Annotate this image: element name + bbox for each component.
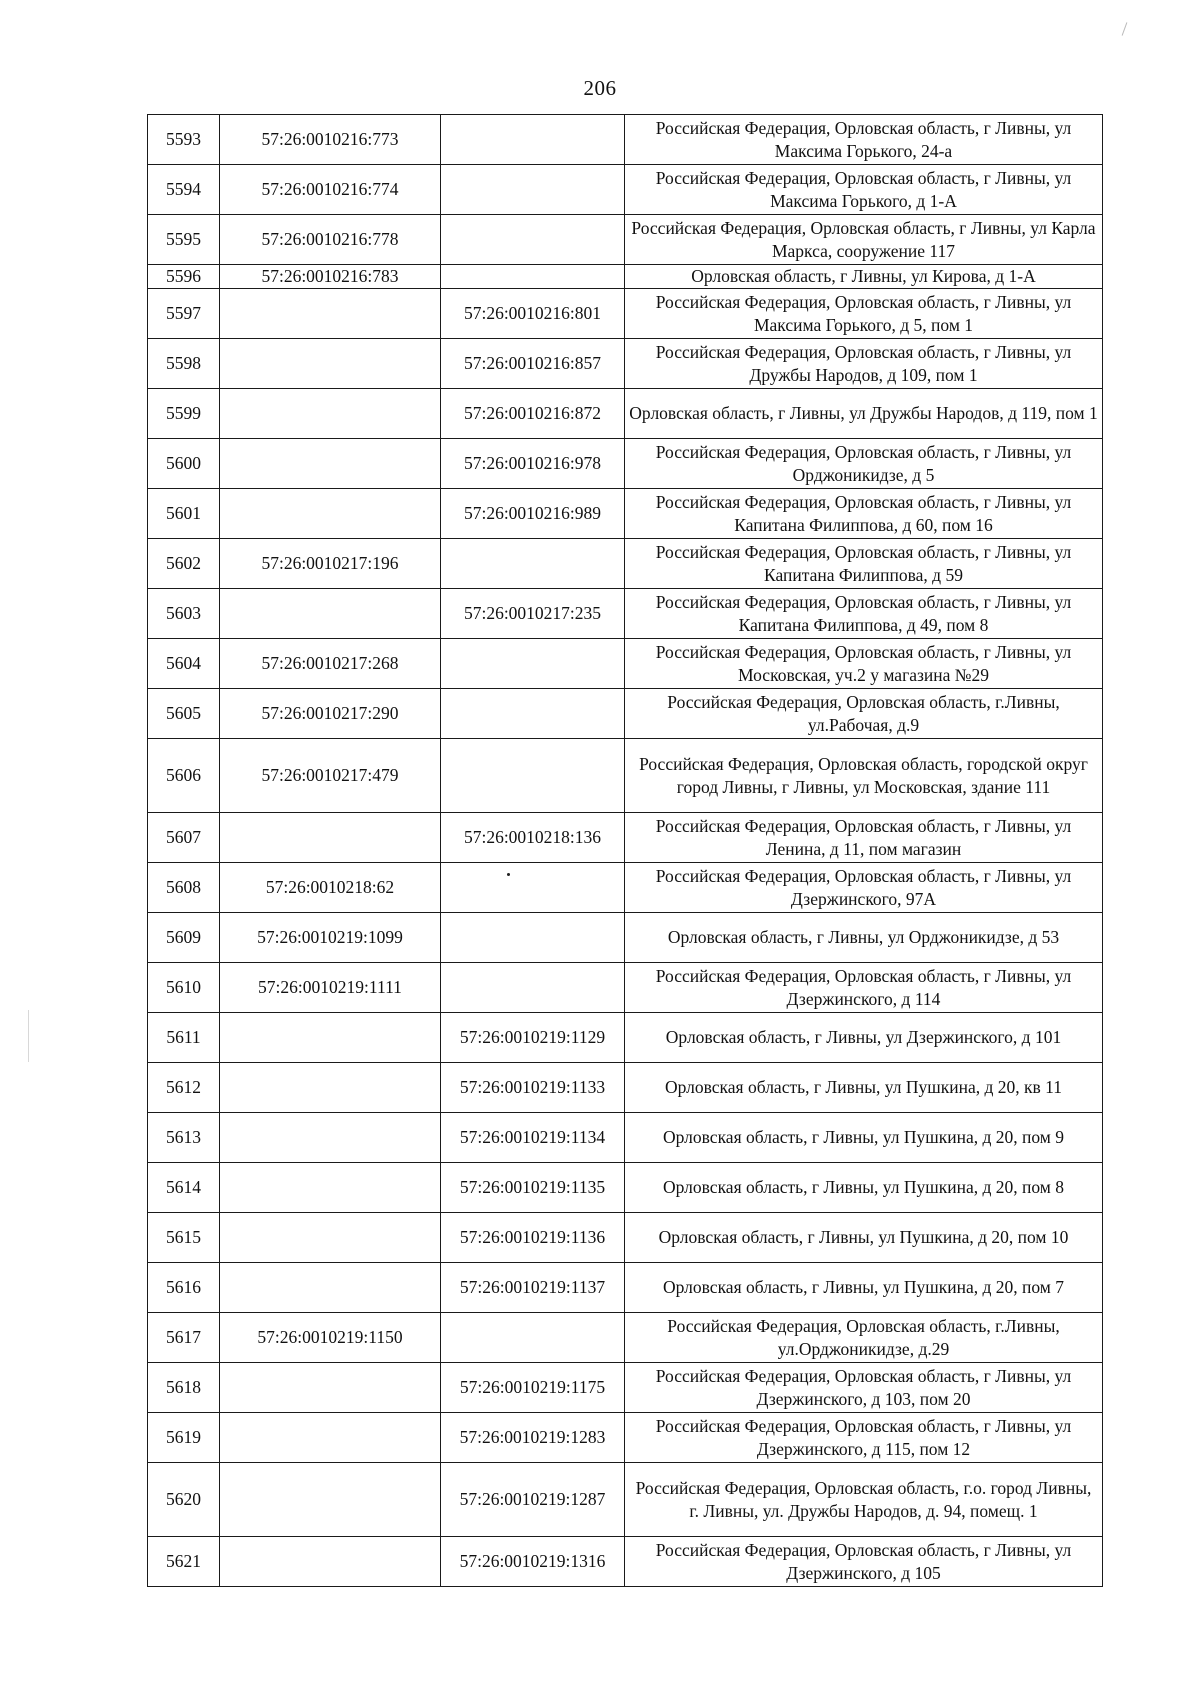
address: Орловская область, г Ливны, ул Пушкина, д 20, пом 10	[625, 1213, 1103, 1263]
cadastral-number: 57:26:0010217:290	[220, 689, 441, 739]
address: Российская Федерация, Орловская область, г Ливны, ул Ленина, д 11, пом магазин	[625, 813, 1103, 863]
table-row	[148, 1263, 1103, 1313]
premises-cadastral-number	[441, 265, 625, 289]
table-row	[148, 639, 1103, 689]
table-row	[148, 963, 1103, 1013]
address: Российская Федерация, Орловская область, г Ливны, ул Дзержинского, д 115, пом 12	[625, 1413, 1103, 1463]
table-row	[148, 1113, 1103, 1163]
cadastral-number	[220, 1013, 441, 1063]
row-number: 5595	[148, 215, 220, 265]
address: Российская Федерация, Орловская область, городской округ город Ливны, г Ливны, ул Московская, здание 111	[625, 739, 1103, 813]
table-row	[148, 739, 1103, 813]
table-row	[148, 1363, 1103, 1413]
address: Орловская область, г Ливны, ул Пушкина, д 20, пом 8	[625, 1163, 1103, 1213]
cadastral-number: 57:26:0010217:196	[220, 539, 441, 589]
premises-cadastral-number	[441, 689, 625, 739]
table-row	[148, 1163, 1103, 1213]
premises-cadastral-number: 57:26:0010219:1316	[441, 1537, 625, 1587]
address: Российская Федерация, Орловская область, г Ливны, ул Московская, уч.2 у магазина №29	[625, 639, 1103, 689]
address: Российская Федерация, Орловская область, г Ливны, ул Капитана Филиппова, д 59	[625, 539, 1103, 589]
row-number: 5616	[148, 1263, 220, 1313]
cadastral-number: 57:26:0010216:783	[220, 265, 441, 289]
cadastral-number: 57:26:0010216:778	[220, 215, 441, 265]
page-number: 206	[583, 76, 617, 100]
address: Орловская область, г Ливны, ул Кирова, д 1-А	[625, 265, 1103, 289]
row-number: 5604	[148, 639, 220, 689]
cadastral-number: 57:26:0010219:1150	[220, 1313, 441, 1363]
table-row	[148, 439, 1103, 489]
table-row	[148, 215, 1103, 265]
address: Российская Федерация, Орловская область, г Ливны, ул Орджоникидзе, д 5	[625, 439, 1103, 489]
address: Российская Федерация, Орловская область, г Ливны, ул Дружбы Народов, д 109, пом 1	[625, 339, 1103, 389]
address: Российская Федерация, Орловская область, г Ливны, ул Дзержинского, д 114	[625, 963, 1103, 1013]
row-number: 5603	[148, 589, 220, 639]
row-number: 5596	[148, 265, 220, 289]
premises-cadastral-number	[441, 115, 625, 165]
address: Российская Федерация, Орловская область, г.о. город Ливны, г. Ливны, ул. Дружбы Народов, д. 94, помещ. 1	[625, 1463, 1103, 1537]
scan-artifact-line	[1122, 22, 1128, 35]
table-row	[148, 689, 1103, 739]
premises-cadastral-number: 57:26:0010216:989	[441, 489, 625, 539]
cadastral-number	[220, 489, 441, 539]
address: Орловская область, г Ливны, ул Дзержинского, д 101	[625, 1013, 1103, 1063]
row-number: 5606	[148, 739, 220, 813]
property-registry-table	[147, 114, 1103, 1587]
table-row	[148, 589, 1103, 639]
table-row	[148, 289, 1103, 339]
table-row	[148, 339, 1103, 389]
row-number: 5614	[148, 1163, 220, 1213]
cadastral-number: 57:26:0010217:268	[220, 639, 441, 689]
cadastral-number	[220, 1463, 441, 1537]
row-number: 5611	[148, 1013, 220, 1063]
table-row	[148, 813, 1103, 863]
table-row	[148, 539, 1103, 589]
row-number: 5605	[148, 689, 220, 739]
row-number: 5594	[148, 165, 220, 215]
cadastral-number	[220, 1213, 441, 1263]
premises-cadastral-number	[441, 539, 625, 589]
scan-artifact-speck	[28, 1010, 29, 1062]
premises-cadastral-number: 57:26:0010219:1283	[441, 1413, 625, 1463]
table-row	[148, 1213, 1103, 1263]
premises-cadastral-number: 57:26:0010219:1134	[441, 1113, 625, 1163]
address: Российская Федерация, Орловская область, г Ливны, ул Максима Горького, 24-а	[625, 115, 1103, 165]
row-number: 5617	[148, 1313, 220, 1363]
row-number: 5621	[148, 1537, 220, 1587]
row-number: 5610	[148, 963, 220, 1013]
premises-cadastral-number	[441, 913, 625, 963]
row-number: 5620	[148, 1463, 220, 1537]
cadastral-number: 57:26:0010216:773	[220, 115, 441, 165]
row-number: 5619	[148, 1413, 220, 1463]
row-number: 5607	[148, 813, 220, 863]
cadastral-number	[220, 1413, 441, 1463]
premises-cadastral-number: 57:26:0010219:1287	[441, 1463, 625, 1537]
table-row	[148, 265, 1103, 289]
table-row	[148, 1413, 1103, 1463]
table-row	[148, 1537, 1103, 1587]
premises-cadastral-number: 57:26:0010216:978	[441, 439, 625, 489]
table-row	[148, 1063, 1103, 1113]
row-number: 5613	[148, 1113, 220, 1163]
cadastral-number: 57:26:0010218:62	[220, 863, 441, 913]
cadastral-number	[220, 1063, 441, 1113]
address: Российская Федерация, Орловская область, г.Ливны, ул.Орджоникидзе, д.29	[625, 1313, 1103, 1363]
address: Орловская область, г Ливны, ул Дружбы Народов, д 119, пом 1	[625, 389, 1103, 439]
premises-cadastral-number	[441, 963, 625, 1013]
table-row	[148, 1013, 1103, 1063]
address: Орловская область, г Ливны, ул Пушкина, д 20, кв 11	[625, 1063, 1103, 1113]
scan-artifact-dot	[507, 873, 510, 876]
cadastral-number	[220, 339, 441, 389]
table-row	[148, 913, 1103, 963]
cadastral-number	[220, 1263, 441, 1313]
cadastral-number	[220, 589, 441, 639]
premises-cadastral-number: 57:26:0010219:1129	[441, 1013, 625, 1063]
address: Российская Федерация, Орловская область, г Ливны, ул Дзержинского, 97А	[625, 863, 1103, 913]
premises-cadastral-number: 57:26:0010216:801	[441, 289, 625, 339]
cadastral-number	[220, 289, 441, 339]
cadastral-number: 57:26:0010219:1099	[220, 913, 441, 963]
row-number: 5593	[148, 115, 220, 165]
row-number: 5615	[148, 1213, 220, 1263]
address: Российская Федерация, Орловская область, г Ливны, ул Карла Маркса, сооружение 117	[625, 215, 1103, 265]
row-number: 5608	[148, 863, 220, 913]
address: Российская Федерация, Орловская область, г.Ливны, ул.Рабочая, д.9	[625, 689, 1103, 739]
premises-cadastral-number	[441, 863, 625, 913]
cadastral-number: 57:26:0010219:1111	[220, 963, 441, 1013]
row-number: 5618	[148, 1363, 220, 1413]
table-row	[148, 489, 1103, 539]
premises-cadastral-number	[441, 215, 625, 265]
row-number: 5598	[148, 339, 220, 389]
row-number: 5612	[148, 1063, 220, 1113]
table-row	[148, 389, 1103, 439]
premises-cadastral-number: 57:26:0010219:1133	[441, 1063, 625, 1113]
address: Орловская область, г Ливны, ул Пушкина, д 20, пом 9	[625, 1113, 1103, 1163]
premises-cadastral-number	[441, 165, 625, 215]
premises-cadastral-number: 57:26:0010217:235	[441, 589, 625, 639]
table-row	[148, 1313, 1103, 1363]
row-number: 5597	[148, 289, 220, 339]
address: Орловская область, г Ливны, ул Пушкина, д 20, пом 7	[625, 1263, 1103, 1313]
premises-cadastral-number: 57:26:0010218:136	[441, 813, 625, 863]
row-number: 5599	[148, 389, 220, 439]
cadastral-number	[220, 1113, 441, 1163]
row-number: 5602	[148, 539, 220, 589]
premises-cadastral-number: 57:26:0010219:1135	[441, 1163, 625, 1213]
address: Орловская область, г Ливны, ул Орджоникидзе, д 53	[625, 913, 1103, 963]
cadastral-number	[220, 1537, 441, 1587]
premises-cadastral-number: 57:26:0010219:1137	[441, 1263, 625, 1313]
address: Российская Федерация, Орловская область, г Ливны, ул Дзержинского, д 105	[625, 1537, 1103, 1587]
address: Российская Федерация, Орловская область, г Ливны, ул Дзержинского, д 103, пом 20	[625, 1363, 1103, 1413]
premises-cadastral-number: 57:26:0010219:1136	[441, 1213, 625, 1263]
cadastral-number: 57:26:0010216:774	[220, 165, 441, 215]
premises-cadastral-number: 57:26:0010216:872	[441, 389, 625, 439]
table-row	[148, 165, 1103, 215]
premises-cadastral-number	[441, 639, 625, 689]
address: Российская Федерация, Орловская область, г Ливны, ул Максима Горького, д 1-А	[625, 165, 1103, 215]
address: Российская Федерация, Орловская область, г Ливны, ул Капитана Филиппова, д 60, пом 16	[625, 489, 1103, 539]
table-row	[148, 1463, 1103, 1537]
table-row	[148, 863, 1103, 913]
row-number: 5609	[148, 913, 220, 963]
address: Российская Федерация, Орловская область, г Ливны, ул Максима Горького, д 5, пом 1	[625, 289, 1103, 339]
address: Российская Федерация, Орловская область, г Ливны, ул Капитана Филиппова, д 49, пом 8	[625, 589, 1103, 639]
table-row	[148, 115, 1103, 165]
premises-cadastral-number: 57:26:0010219:1175	[441, 1363, 625, 1413]
cadastral-number: 57:26:0010217:479	[220, 739, 441, 813]
cadastral-number	[220, 1363, 441, 1413]
cadastral-number	[220, 813, 441, 863]
premises-cadastral-number	[441, 739, 625, 813]
cadastral-number	[220, 389, 441, 439]
row-number: 5600	[148, 439, 220, 489]
cadastral-number	[220, 439, 441, 489]
premises-cadastral-number: 57:26:0010216:857	[441, 339, 625, 389]
row-number: 5601	[148, 489, 220, 539]
premises-cadastral-number	[441, 1313, 625, 1363]
cadastral-number	[220, 1163, 441, 1213]
